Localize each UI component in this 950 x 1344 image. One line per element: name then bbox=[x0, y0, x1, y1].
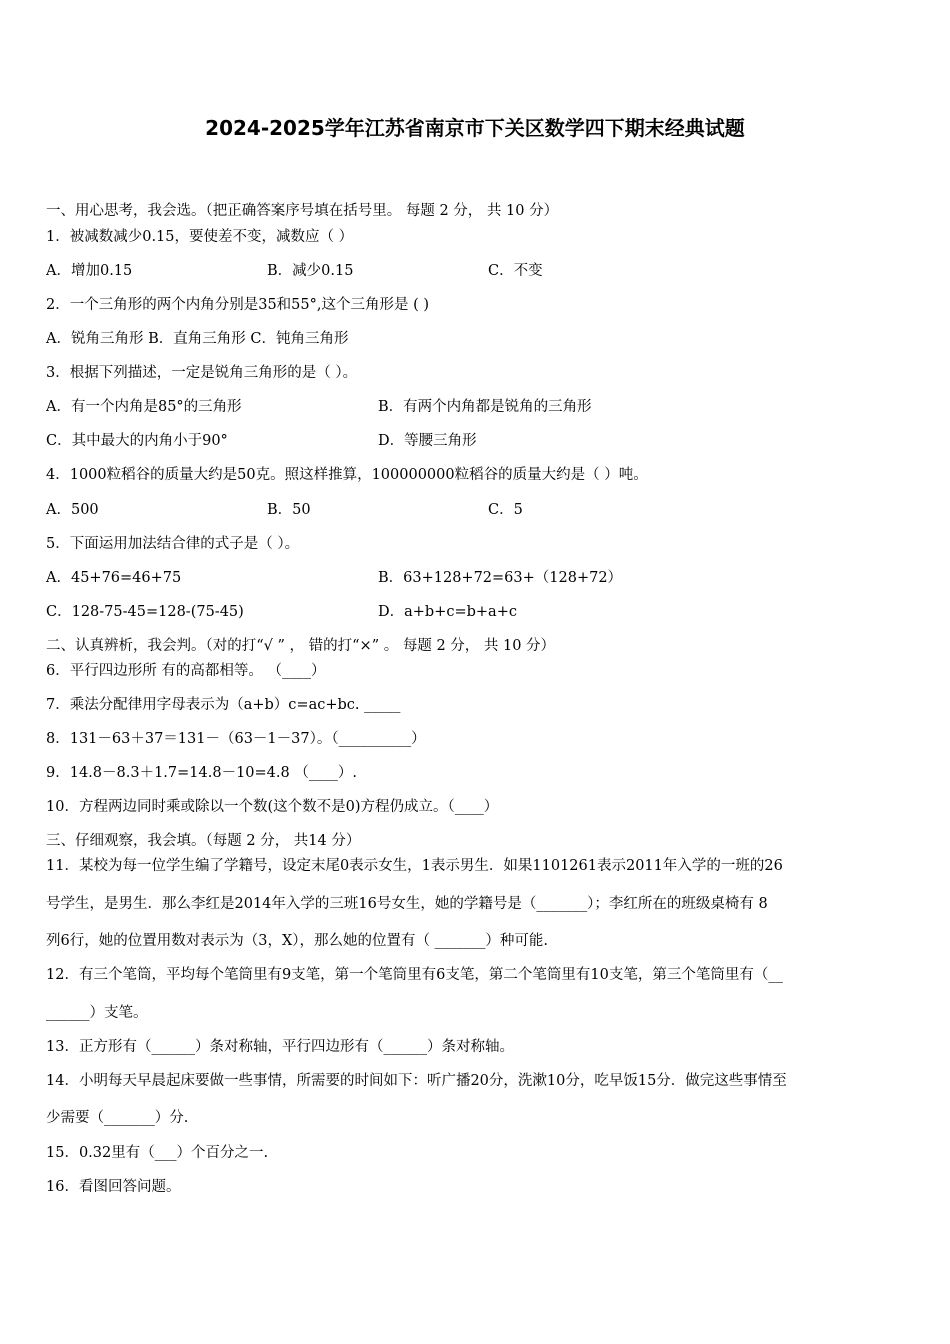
question-5-stem: 5．下面运用加法结合律的式子是（ ）。 bbox=[46, 536, 300, 552]
question-14-line-1: 14．小明每天早晨起床要做一些事情，所需要的时间如下：听广播20分，洗漱10分，吃早饭15分．做完这些事情至 bbox=[46, 1073, 787, 1089]
question-7: 7．乘法分配律用字母表示为（a+b）c=ac+bc. _____ bbox=[46, 697, 401, 713]
question-10: 10．方程两边同时乘或除以一个数(这个数不是0)方程仍成立。（____） bbox=[46, 799, 499, 815]
question-5-option-a: A．45+76=46+75 bbox=[46, 570, 182, 586]
page-title: 2024-2025学年江苏省南京市下关区数学四下期末经典试题 bbox=[205, 116, 745, 140]
question-5-option-d: D．a+b+c=b+a+c bbox=[378, 604, 517, 620]
question-4-option-b: B．50 bbox=[267, 502, 311, 518]
question-5-option-b: B．63+128+72=63+（128+72） bbox=[378, 570, 623, 586]
question-2-options: A．锐角三角形 B．直角三角形 C．钝角三角形 bbox=[46, 331, 349, 347]
question-16: 16．看图回答问题。 bbox=[46, 1179, 181, 1195]
question-3-stem: 3．根据下列描述，一定是锐角三角形的是（ ）。 bbox=[46, 365, 358, 381]
question-12-line-2: ______）支笔。 bbox=[46, 1005, 148, 1021]
question-1-stem: 1．被减数减少0.15，要使差不变，减数应（ ） bbox=[46, 229, 354, 245]
question-12-line-1: 12．有三个笔筒，平均每个笔筒里有9支笔，第一个笔筒里有6支笔，第二个笔筒里有10支笔，第三个笔筒里有（__ bbox=[46, 967, 783, 983]
question-4-option-c: C．5 bbox=[488, 502, 523, 518]
question-15: 15．0.32里有（___）个百分之一. bbox=[46, 1145, 269, 1161]
section-1-heading: 一、用心思考，我会选。（把正确答案序号填在括号里。 每题 2 分， 共 10 分） bbox=[46, 203, 559, 219]
question-1-option-c: C．不变 bbox=[488, 263, 543, 279]
question-1-option-b: B．减少0.15 bbox=[267, 263, 354, 279]
question-13: 13．正方形有（______）条对称轴，平行四边形有（______）条对称轴。 bbox=[46, 1039, 514, 1055]
question-4-option-a: A．500 bbox=[46, 502, 99, 518]
question-9: 9．14.8－8.3＋1.7=14.8－10=4.8 （____）. bbox=[46, 765, 357, 781]
question-5-option-c: C．128-75-45=128-(75-45) bbox=[46, 604, 244, 620]
question-3-option-c: C．其中最大的内角小于90° bbox=[46, 433, 228, 449]
question-2-stem: 2．一个三角形的两个内角分别是35和55°,这个三角形是 ( ) bbox=[46, 297, 430, 313]
question-3-option-a: A．有一个内角是85°的三角形 bbox=[46, 399, 242, 415]
question-11-line-2: 号学生，是男生．那么李红是2014年入学的三班16号女生，她的学籍号是（_______）；李红所在的班级桌椅有 8 bbox=[46, 896, 768, 912]
section-3-heading: 三、仔细观察，我会填。（每题 2 分， 共14 分） bbox=[46, 833, 361, 849]
question-1-option-a: A．增加0.15 bbox=[46, 263, 133, 279]
question-8: 8．131－63＋37＝131－（63－1－37）。（__________） bbox=[46, 731, 426, 747]
section-2-heading: 二、认真辨析，我会判。（对的打“√ ” ， 错的打“×” 。 每题 2 分， 共 10 分） bbox=[46, 638, 556, 654]
question-11-line-3: 列6行，她的位置用数对表示为（3，X），那么她的位置有（ _______）种可能. bbox=[46, 933, 548, 949]
question-3-option-b: B．有两个内角都是锐角的三角形 bbox=[378, 399, 592, 415]
question-14-line-2: 少需要（_______）分. bbox=[46, 1110, 189, 1126]
question-4-stem: 4．1000粒稻谷的质量大约是50克。照这样推算，100000000粒稻谷的质量大约是（ ）吨。 bbox=[46, 467, 648, 483]
question-11-line-1: 11．某校为每一位学生编了学籍号，设定末尾0表示女生，1表示男生．如果1101261表示2011年入学的一班的26 bbox=[46, 858, 783, 874]
question-3-option-d: D．等腰三角形 bbox=[378, 433, 477, 449]
question-6: 6．平行四边形所 有的高都相等。 （____） bbox=[46, 663, 326, 679]
